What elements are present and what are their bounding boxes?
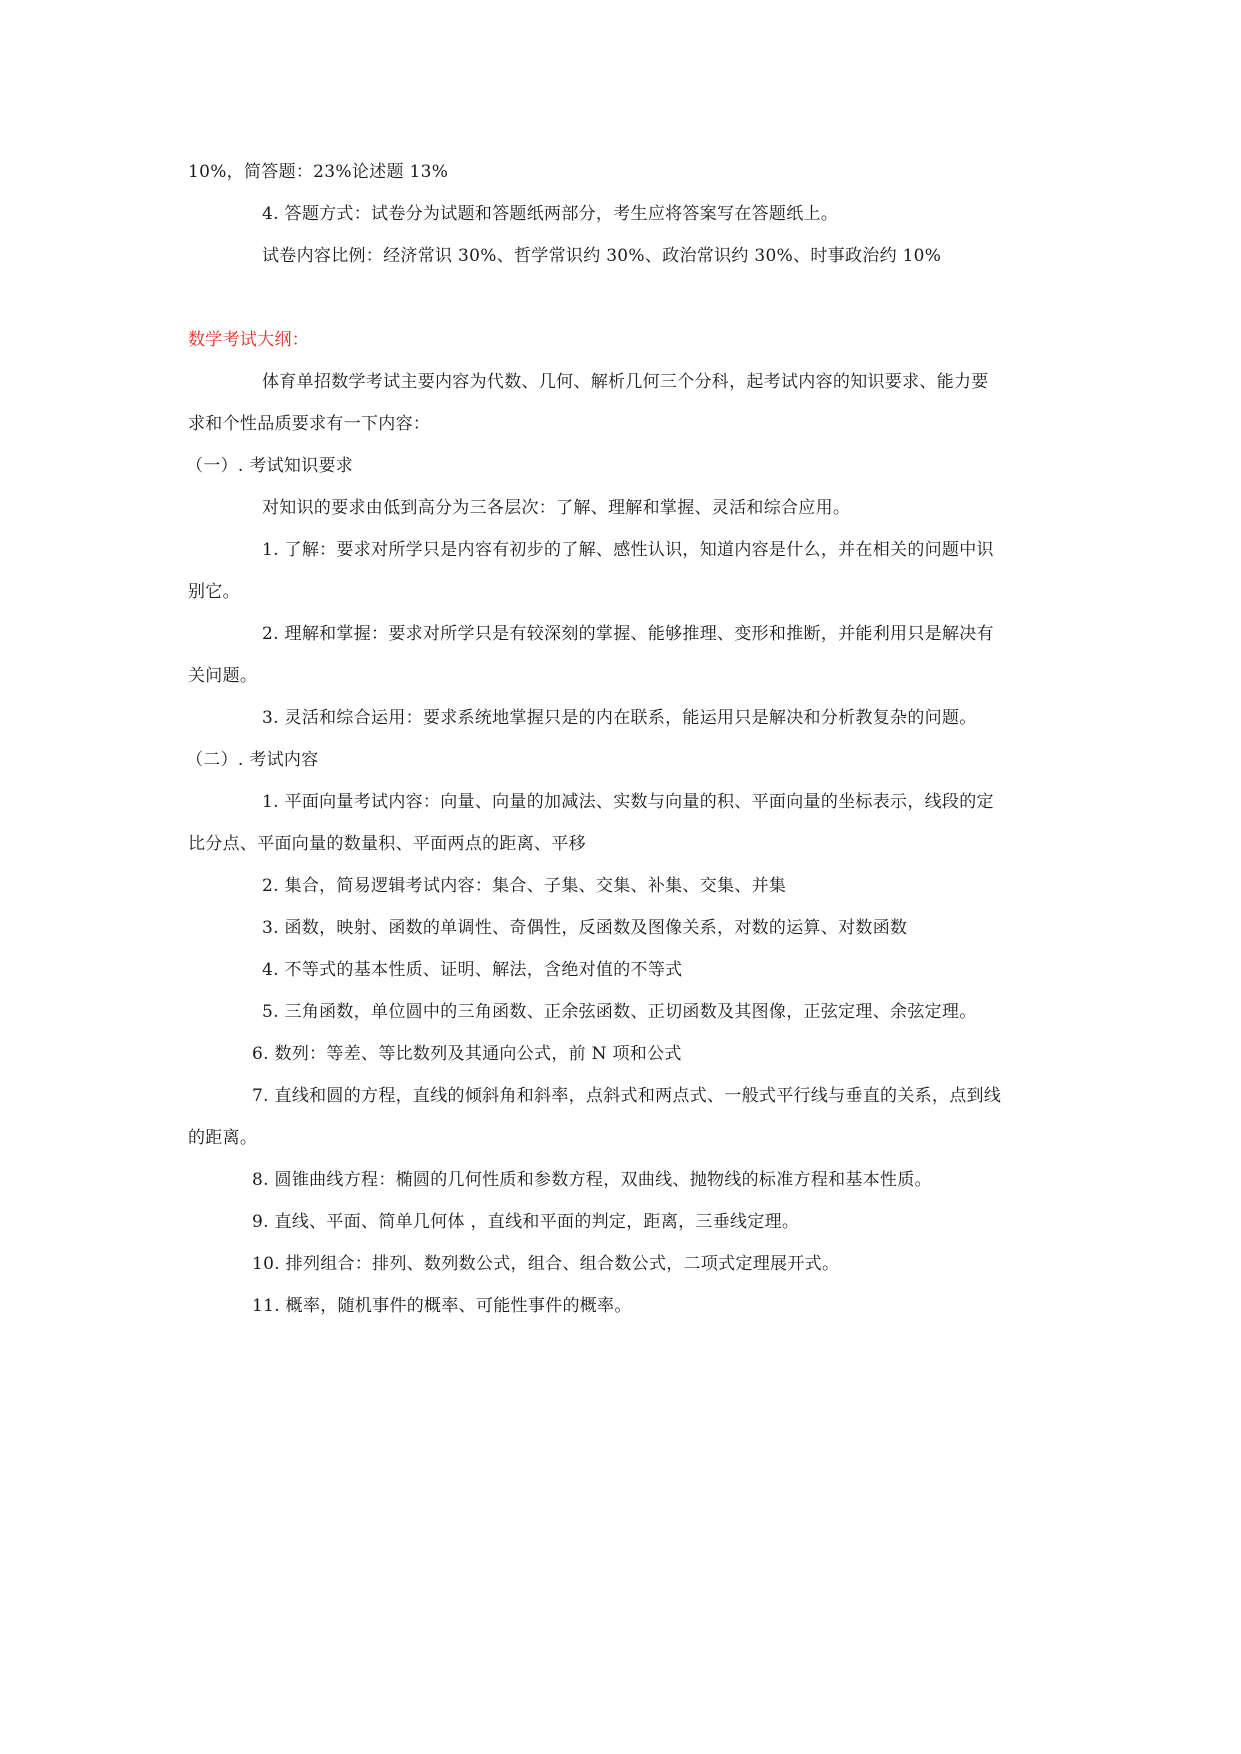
text-line: 4. 不等式的基本性质、证明、解法，含绝对值的不等式 bbox=[262, 960, 683, 980]
text-line: 10%，简答题：23%论述题 13% bbox=[188, 162, 449, 182]
text-line: 1. 了解：要求对所学只是内容有初步的了解、感性认识，知道内容是什么，并在相关的问题中识 bbox=[262, 540, 994, 560]
text-line: 4. 答题方式：试卷分为试题和答题纸两部分，考生应将答案写在答题纸上。 bbox=[262, 204, 839, 224]
text-line: 3. 灵活和综合运用：要求系统地掌握只是的内在联系，能运用只是解决和分析教复杂的问题。 bbox=[262, 708, 977, 728]
text-line: 6. 数列：等差、等比数列及其通向公式，前 N 项和公式 bbox=[252, 1044, 682, 1064]
text-line: 8. 圆锥曲线方程：椭圆的几何性质和参数方程，双曲线、抛物线的标准方程和基本性质。 bbox=[252, 1170, 932, 1190]
text-line: 3. 函数，映射、函数的单调性、奇偶性，反函数及图像关系，对数的运算、对数函数 bbox=[262, 918, 908, 938]
text-line: 1. 平面向量考试内容：向量、向量的加减法、实数与向量的积、平面向量的坐标表示，线段的定 bbox=[262, 792, 994, 812]
text-line: 2. 理解和掌握：要求对所学只是有较深刻的掌握、能够推理、变形和推断，并能利用只是解决有 bbox=[262, 624, 994, 644]
text-line: 的距离。 bbox=[188, 1128, 258, 1148]
text-line: 求和个性品质要求有一下内容： bbox=[188, 414, 431, 434]
text-line: 9. 直线、平面、简单几何体 ，直线和平面的判定，距离，三垂线定理。 bbox=[252, 1212, 800, 1232]
text-line: 比分点、平面向量的数量积、平面两点的距离、平移 bbox=[188, 834, 586, 854]
text-line: 别它。 bbox=[188, 582, 240, 602]
subsection-heading: （一）. 考试知识要求 bbox=[186, 456, 354, 476]
text-line: 对知识的要求由低到高分为三各层次：了解、理解和掌握、灵活和综合应用。 bbox=[262, 498, 851, 518]
text-line: 体育单招数学考试主要内容为代数、几何、解析几何三个分科，起考试内容的知识要求、能力要 bbox=[262, 372, 989, 392]
text-line: 关问题。 bbox=[188, 666, 258, 686]
text-line: 5. 三角函数，单位圆中的三角函数、正余弦函数、正切函数及其图像，正弦定理、余弦定理。 bbox=[262, 1002, 977, 1022]
text-line: 2. 集合，简易逻辑考试内容：集合、子集、交集、补集、交集、并集 bbox=[262, 876, 787, 896]
text-line: 试卷内容比例：经济常识 30%、哲学常识约 30%、政治常识约 30%、时事政治约 10% bbox=[262, 246, 942, 266]
subsection-heading: （二）. 考试内容 bbox=[186, 750, 319, 770]
text-line: 11. 概率，随机事件的概率、可能性事件的概率。 bbox=[252, 1296, 632, 1316]
section-heading: 数学考试大纲： bbox=[188, 330, 310, 350]
text-line: 7. 直线和圆的方程，直线的倾斜角和斜率，点斜式和两点式、一般式平行线与垂直的关系，点到线 bbox=[252, 1086, 1002, 1106]
text-line: 10. 排列组合：排列、数列数公式，组合、组合数公式，二项式定理展开式。 bbox=[252, 1254, 840, 1274]
